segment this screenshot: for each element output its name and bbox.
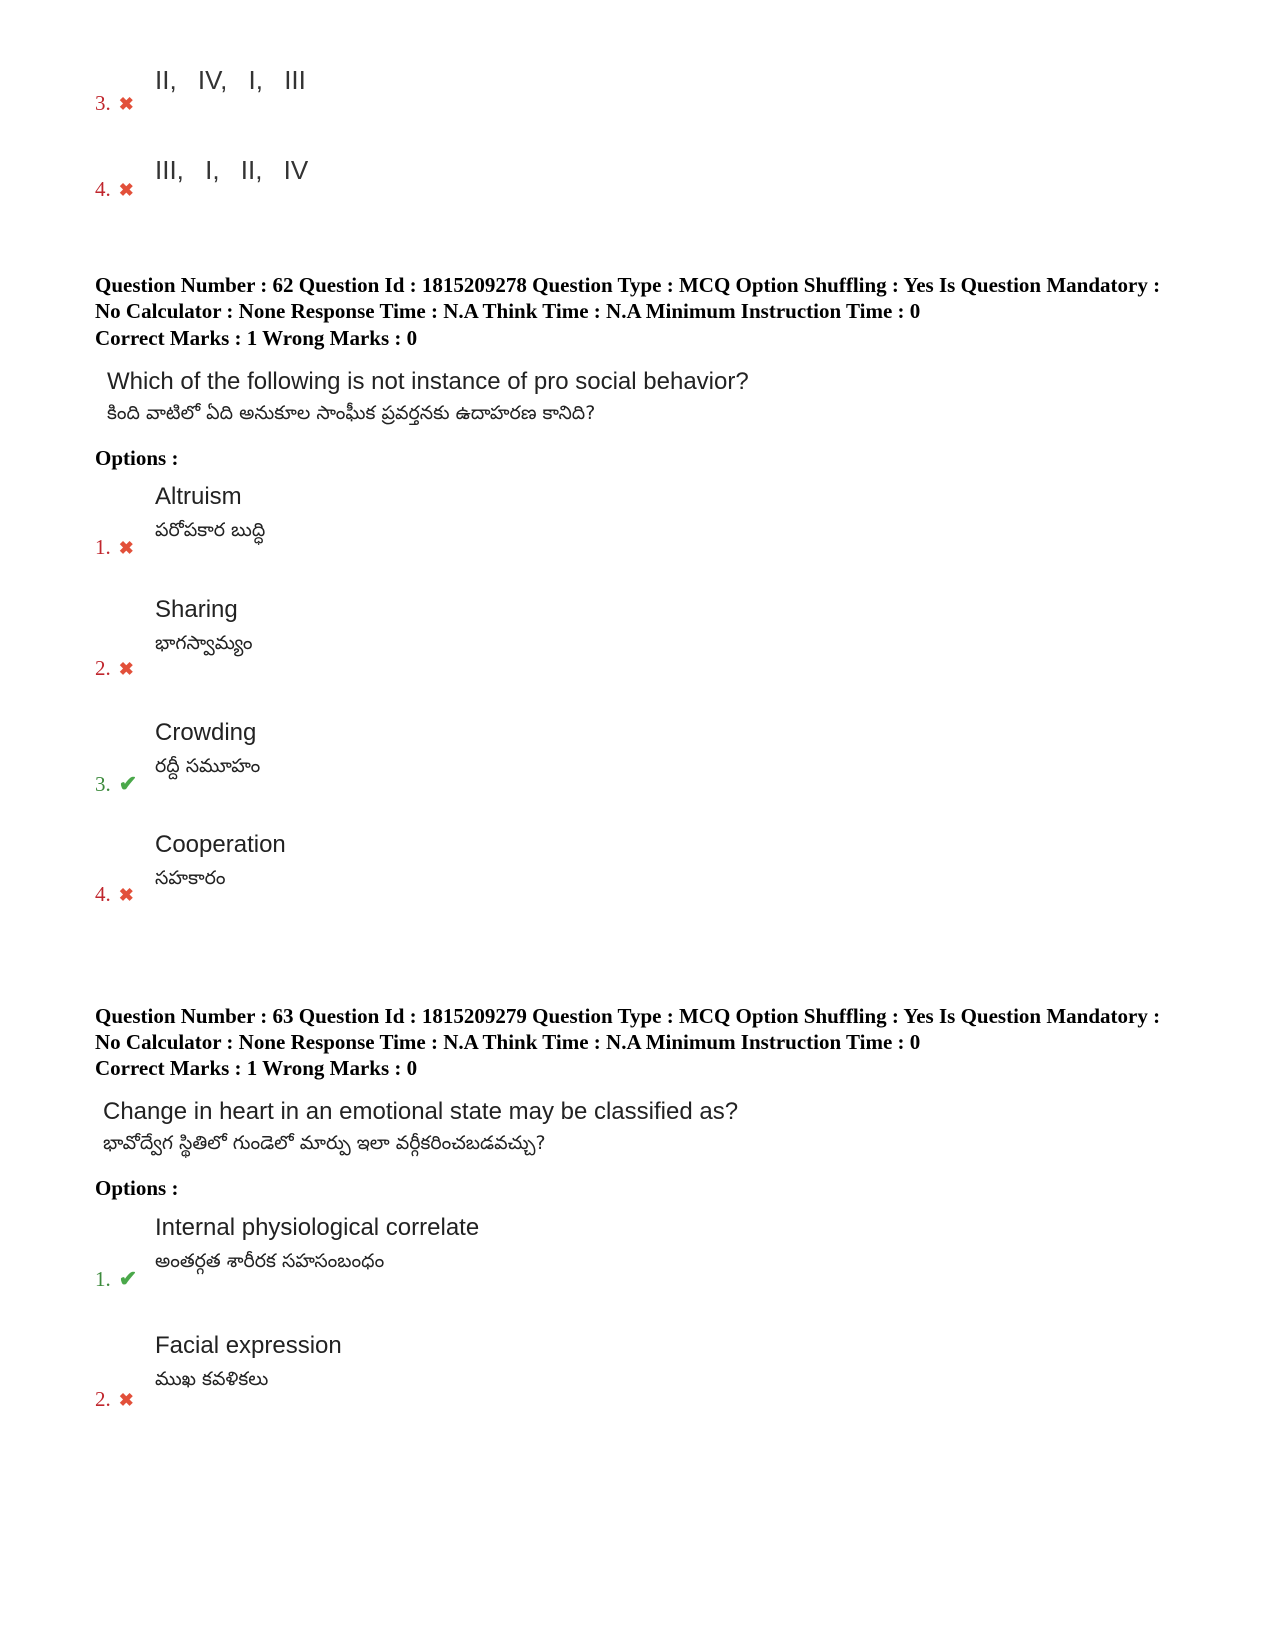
question-63-meta: Question Number : 63 Question Id : 1815209279 Question Type : MCQ Option Shuffling : Yes Is Question Mandatory : No Calculator : None Response Time : N.A Think Time : N.A Minimum Instruction Time : 0: [95, 1004, 1161, 1054]
option-number: [95, 1266, 137, 1292]
question-63-text-te: భావోద్వేగ స్థితిలో గుండెలో మార్పు ఇలా వర్గీకరించబడవచ్చు?: [103, 1132, 546, 1154]
question-63-options-label: Options :: [95, 1176, 179, 1200]
option-text-en: Cooperation: [155, 831, 286, 858]
option-text-te: రద్దీ సమూహం: [155, 755, 261, 777]
question-62-meta: Question Number : 62 Question Id : 1815209278 Question Type : MCQ Option Shuffling : Yes Is Question Mandatory : No Calculator : None Response Time : N.A Think Time : N.A Minimum Instruction Time : 0: [95, 273, 1161, 323]
cross-icon: ✖: [118, 1390, 134, 1410]
option-number-label: 2.: [95, 1387, 111, 1411]
option-text: II, IV, I, III: [155, 65, 306, 95]
option-text-te: ముఖ కవళికలు: [155, 1368, 269, 1390]
option-text-en: Altruism: [155, 483, 242, 510]
option-number: [95, 1387, 134, 1412]
question-62-text-te: కింది వాటిలో ఏది అనుకూల సాంఘీక ప్రవర్తనకు ఉదాహరణ కానిది?: [107, 402, 596, 424]
option-number: [95, 882, 134, 907]
question-62-marks: Correct Marks : 1 Wrong Marks : 0: [95, 326, 418, 350]
cross-icon: ✖: [118, 885, 134, 905]
cross-icon: ✖: [118, 538, 134, 558]
option-text: III, I, II, IV: [155, 155, 309, 185]
option-number-label: 1.: [95, 535, 111, 559]
question-63-marks: Correct Marks : 1 Wrong Marks : 0: [95, 1056, 418, 1080]
option-number: [95, 656, 134, 681]
check-icon: ✔: [118, 1266, 138, 1291]
option-number: [95, 91, 134, 116]
cross-icon: ✖: [118, 659, 134, 679]
option-number: [95, 771, 137, 797]
option-number-label: 3.: [95, 772, 111, 796]
check-icon: ✔: [118, 771, 138, 796]
option-text-en: Facial expression: [155, 1332, 342, 1359]
option-number-label: 4.: [95, 177, 111, 201]
option-number-label: 3.: [95, 91, 111, 115]
option-text-te: భాగస్వామ్యం: [155, 632, 253, 654]
option-text-te: అంతర్గత శారీరక సహసంబంధం: [155, 1250, 385, 1272]
option-number-label: 2.: [95, 656, 111, 680]
option-number: [95, 535, 134, 560]
question-63-text-en: Change in heart in an emotional state may be classified as?: [103, 1098, 739, 1125]
cross-icon: ✖: [118, 180, 134, 200]
option-number-label: 4.: [95, 882, 111, 906]
option-text-te: పరోపకార బుద్ధి: [155, 519, 266, 541]
option-number-label: 1.: [95, 1267, 111, 1291]
option-number: [95, 177, 134, 202]
option-text-te: సహకారం: [155, 867, 226, 889]
question-62-text-en: Which of the following is not instance of pro social behavior?: [107, 368, 749, 395]
option-text-en: Crowding: [155, 719, 257, 746]
option-text-en: Internal physiological correlate: [155, 1214, 480, 1241]
question-62-options-label: Options :: [95, 446, 179, 470]
cross-icon: ✖: [118, 94, 134, 114]
option-text-en: Sharing: [155, 596, 238, 623]
